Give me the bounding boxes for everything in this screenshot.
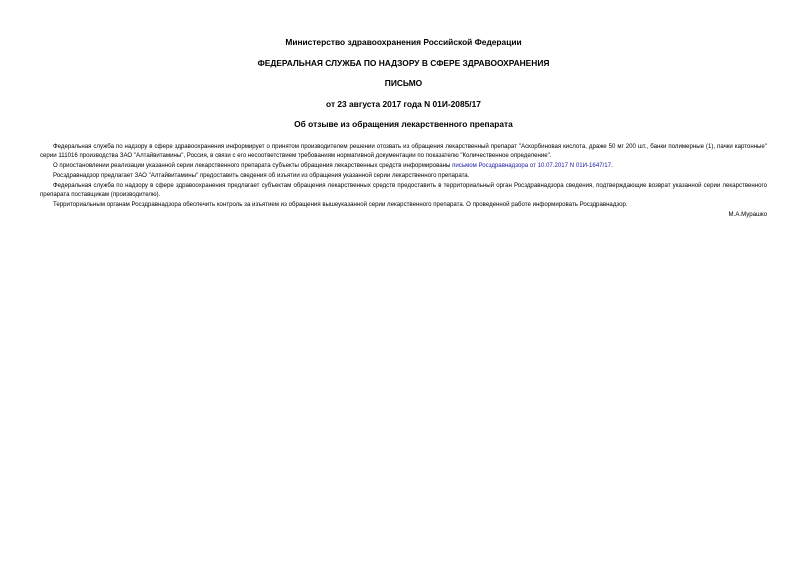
paragraph-2-text: О приостановлении реализации указанной серии лекарственного препарата субъекты обращения лекарственных средств информированы	[53, 161, 453, 169]
document-body	[40, 143, 767, 220]
document-subject: Об отзыве из обращения лекарственного препарата	[294, 119, 513, 129]
reference-letter-link[interactable]: письмом Росздравнадзора от 10.07.2017 N 01И-1647/17	[452, 161, 612, 169]
paragraph-2	[40, 162, 767, 171]
paragraph-5: Территориальным органам Росздравнадзора обеспечить контроль за изъятием из обращения вышеуказанной серии лекарственного препарата. О проведенной работе информировать Росздравнадзор.	[53, 200, 628, 208]
ministry-name: Министерство здравоохранения Российской Федерации	[285, 37, 522, 47]
signature: М.А.Мурашко	[728, 211, 767, 219]
document-date: от 23 августа 2017 года N 01И-2085/17	[326, 99, 481, 109]
paragraph-2-end: .	[611, 161, 613, 169]
paragraph-4: Федеральная служба по надзору в сфере здравоохранения предлагает субъектам обращения лекарственных средств предоставить в территориальный орган Росздравнадзора сведения, подтверждающие возврат указанной серии лекарственного препарата поставщикам (производителю).	[40, 182, 767, 198]
document-type: ПИСЬМО	[384, 78, 423, 88]
paragraph-3: Росздравнадзор предлагает ЗАО "Алтайвитамины" предоставить сведения об изъятии из обращения указанной серии лекарственного препарата.	[53, 171, 470, 179]
paragraph-1: Федеральная служба по надзору в сфере здравоохранения информирует о принятом производителем решении отозвать из обращения лекарственный препарат "Аскорбиновая кислота, драже 50 мг 200 шт., банки полимерные (1), пачки картонные" серии 111016 производства ЗАО "Алтайвитамины", Россия, в связи с его несоответствием требованиям нормативной документации по показателю "Количественное определение".	[40, 143, 767, 159]
service-name: ФЕДЕРАЛЬНАЯ СЛУЖБА ПО НАДЗОРУ В СФЕРЕ ЗДРАВООХРАНЕНИЯ	[257, 58, 550, 68]
